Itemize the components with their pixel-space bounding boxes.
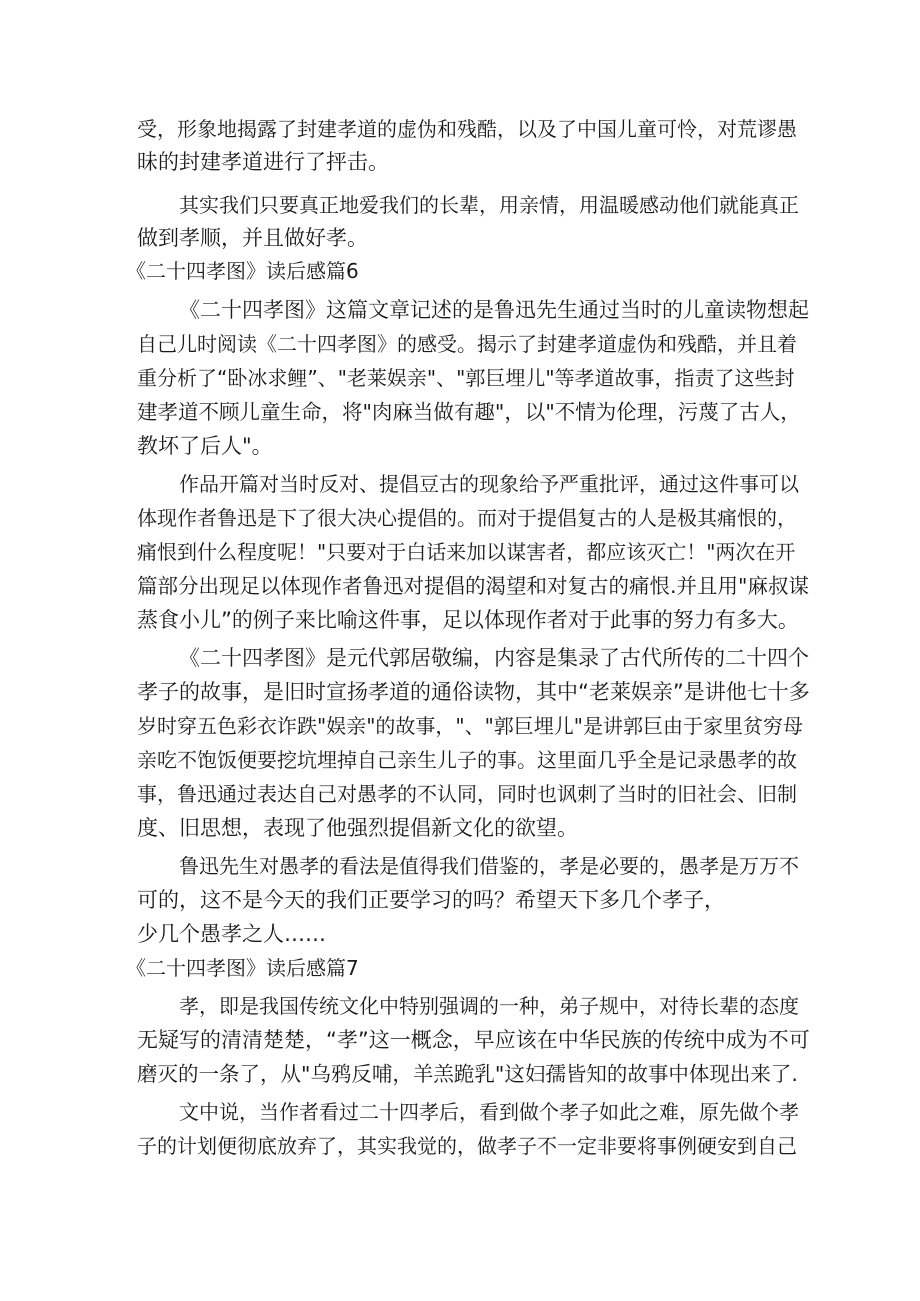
text-line: 文中说，当作者看过二十四孝后，看到做个孝子如此之难，原先做个孝 bbox=[179, 1100, 799, 1124]
text-line: 体现作者鲁迅是下了很大决心提倡的。而对于提倡复古的人是极其痛恨的， bbox=[137, 506, 797, 530]
text-line: 度、旧思想，表现了他强烈提倡新文化的欲望。 bbox=[137, 816, 578, 840]
text-line: 其实我们只要真正地爱我们的长辈，用亲情，用温暖感动他们就能真正 bbox=[179, 193, 799, 217]
text-line: 鲁迅先生对愚孝的看法是值得我们借鉴的，孝是必要的，愚孝是万万不 bbox=[179, 854, 799, 878]
text-line: 少几个愚孝之人…… bbox=[137, 922, 326, 946]
text-line: 作品开篇对当时反对、提倡豆古的现象给予严重批评，通过这件事可以 bbox=[179, 472, 799, 496]
text-line: 重分析了“卧冰求鲤”、"老莱娱亲"、"郭巨埋儿"等孝道故事，指责了这些封 bbox=[137, 366, 795, 390]
text-line: 《二十四孝图》这篇文章记述的是鲁迅先生通过当时的儿童读物想起 bbox=[179, 298, 809, 322]
text-line: 孝，即是我国传统文化中特别强调的一种，弟子规中，对待长辈的态度 bbox=[179, 994, 799, 1018]
section-heading: 《二十四孝图》读后感篇6 bbox=[126, 259, 359, 283]
text-line: 无疑写的清清楚楚，“孝”这一概念，早应该在中华民族的传统中成为不可 bbox=[137, 1028, 810, 1052]
text-line: 子的计划便彻底放弃了，其实我觉的，做孝子不一定非要将事例硬安到自己 bbox=[137, 1134, 797, 1158]
text-line: 岁时穿五色彩衣诈跌"娱亲"的故事，"、"郭巨埋儿"是讲郭巨由于家里贫穷母 bbox=[137, 714, 803, 738]
text-line: 《二十四孝图》是元代郭居敬编，内容是集录了古代所传的二十四个 bbox=[179, 646, 809, 670]
text-line: 受，形象地揭露了封建孝道的虚伪和残酷，以及了中国儿童可怜，对荒谬愚 bbox=[137, 117, 797, 141]
text-line: 教坏了后人"。 bbox=[137, 434, 273, 458]
text-line: 孝子的故事，是旧时宣扬孝道的通俗读物，其中“老莱娱亲”是讲他七十多 bbox=[137, 680, 810, 704]
text-line: 磨灭的一条了，从"乌鸦反哺，羊羔跪乳"这妇孺皆知的故事中体现出来了. bbox=[137, 1062, 798, 1086]
text-line: 可的，这不是今天的我们正要学习的吗？希望天下多几个孝子， bbox=[137, 888, 725, 912]
text-line: 痛恨到什么程度呢！"只要对于白话来加以谋害者，都应该灭亡！"两次在开 bbox=[137, 540, 796, 564]
section-heading: 《二十四孝图》读后感篇7 bbox=[126, 956, 359, 980]
text-line: 昧的封建孝道进行了抨击。 bbox=[137, 150, 389, 174]
text-line: 做到孝顺，并且做好孝。 bbox=[137, 226, 368, 250]
text-line: 自己儿时阅读《二十四孝图》的感受。揭示了封建孝道虚伪和残酷，并且着 bbox=[137, 332, 797, 356]
text-line: 建孝道不顾儿童生命，将"肉麻当做有趣"，以"不情为伦理，污蔑了古人， bbox=[137, 400, 801, 424]
text-line: 事，鲁迅通过表达自己对愚孝的不认同，同时也讽刺了当时的旧社会、旧制 bbox=[137, 782, 797, 806]
text-line: 篇部分出现足以体现作者鲁迅对提倡的渴望和对复古的痛恨.并且用"麻叔谋 bbox=[137, 574, 809, 598]
text-line: 蒸食小儿”的例子来比喻这件事，足以体现作者对于此事的努力有多大。 bbox=[137, 608, 799, 632]
text-line: 亲吃不饱饭便要挖坑埋掉自己亲生儿子的事。这里面几乎全是记录愚孝的故 bbox=[137, 748, 797, 772]
